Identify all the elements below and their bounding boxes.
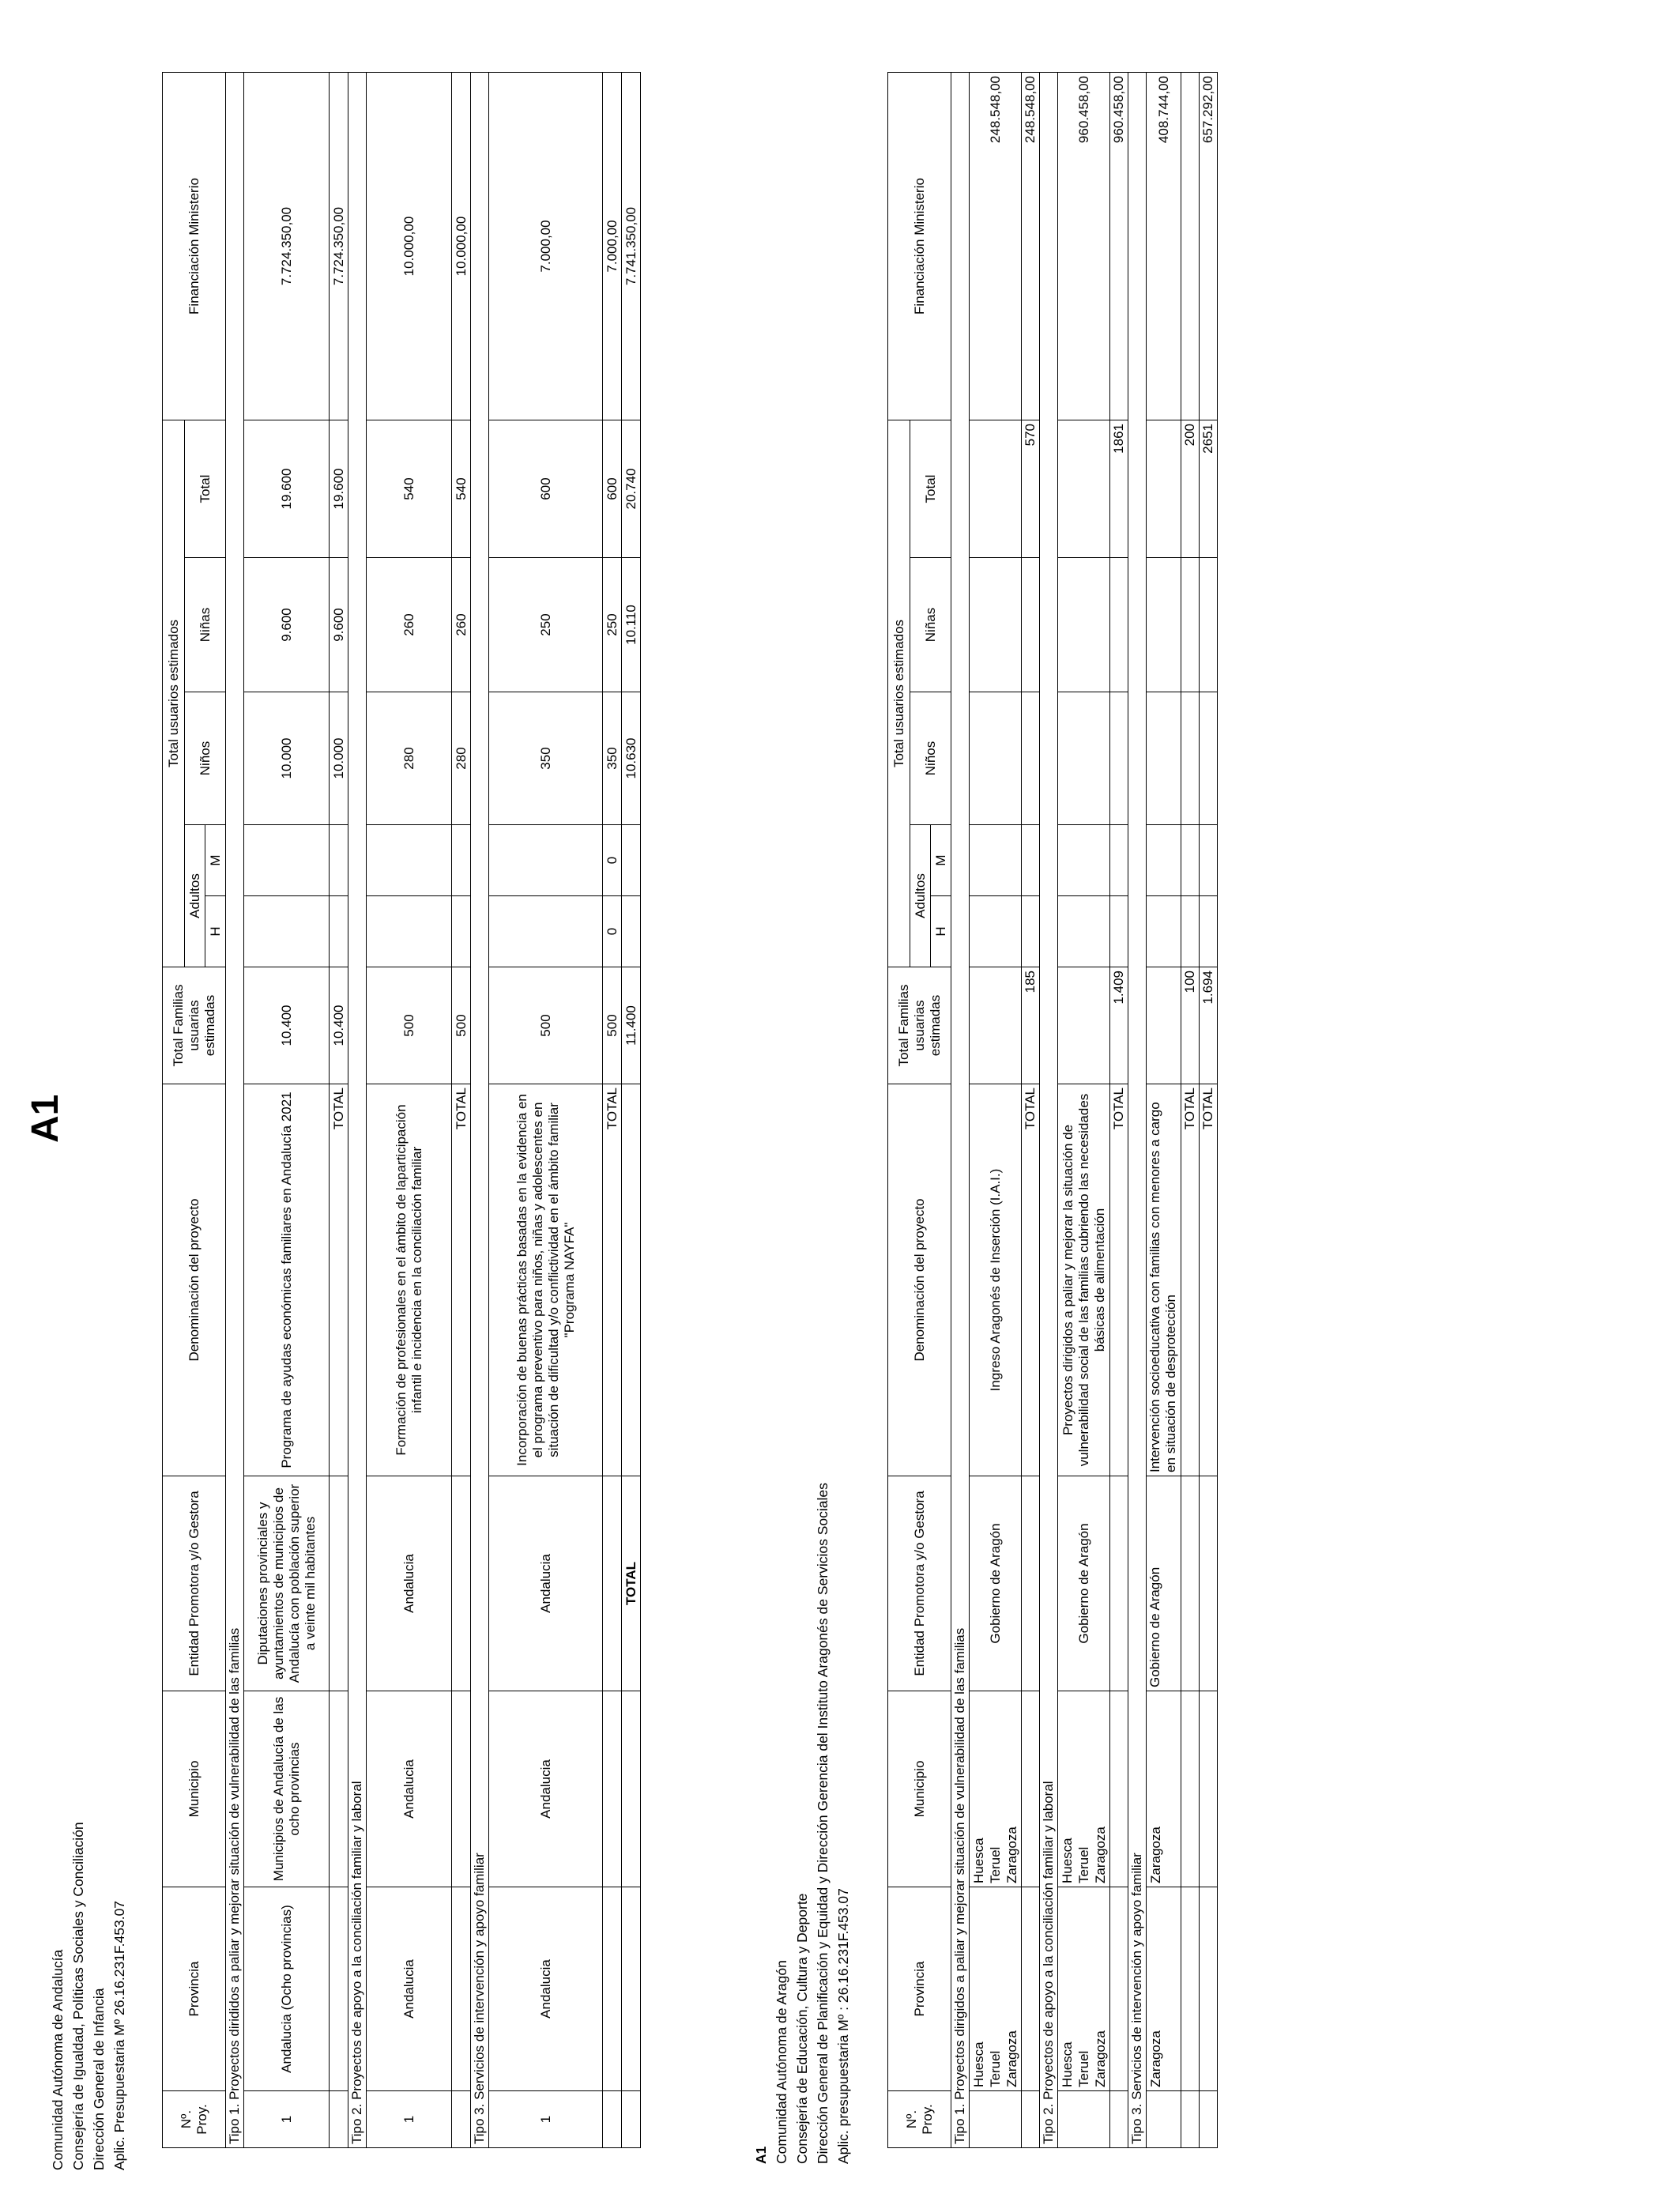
andalucia-header: [47, 1822, 130, 2170]
total-label: TOTAL: [330, 1084, 348, 1476]
cell-denominacion: Programa de ayudas económicas familiares en Andalucía 2021: [244, 1084, 330, 1476]
cell-h: [367, 896, 452, 967]
table-row: [1058, 73, 1110, 2148]
total-row: [1110, 73, 1128, 2148]
provincia-item: Huesca: [971, 2041, 986, 2087]
col-provincia: Provincia: [888, 1887, 951, 2091]
provincia-item: Zaragoza: [1004, 2030, 1019, 2087]
cell-financiacion: 408.744,00: [1147, 73, 1181, 420]
cell-provincia: Andalucia: [367, 1887, 452, 2091]
total-total: 600: [603, 420, 622, 558]
cell-m: [244, 825, 330, 896]
total-total: 19.600: [330, 420, 348, 558]
total-familias: 1.409: [1110, 967, 1128, 1084]
cell-ninos: 10.000: [244, 692, 330, 825]
andalucia-header-line: Aplic. Presupuestaria Mº 26.16.231F.453.07: [111, 1900, 127, 2170]
table-row: [244, 73, 330, 2148]
grand-total-row: [1200, 73, 1218, 2148]
col-ninos: Niños: [185, 692, 226, 825]
aragon-header-code: A1: [753, 2146, 769, 2164]
col-m: M: [205, 825, 226, 896]
grand-total-financiacion: 657.292,00: [1200, 73, 1218, 420]
total-familias: 500: [452, 967, 471, 1084]
total-financiacion: [1181, 73, 1200, 420]
col-adultos: Adultos: [910, 825, 931, 967]
cell-provincia: Andalucia (Ocho provincias): [244, 1887, 330, 2091]
cell-financiacion: 960.458,00: [1058, 73, 1110, 420]
andalucia-header-line: Consejería de Igualdad, Políticas Sociales y Conciliación: [70, 1822, 86, 2170]
section-tipo: Tipo 2. Proyectos de apoyo a la conciliación familiar y laboral: [1040, 73, 1058, 2148]
aragon-table: [887, 72, 1218, 2148]
col-adultos: Adultos: [185, 825, 205, 967]
cell-provincia: Andalucia: [489, 1887, 603, 2091]
col-m: M: [931, 825, 951, 896]
col-municipio: Municipio: [888, 1691, 951, 1887]
total-total: 1861: [1110, 420, 1128, 558]
total-financiacion: 960.458,00: [1110, 73, 1128, 420]
col-denominacion: Denominación del proyecto: [163, 1084, 226, 1476]
total-label: TOTAL: [603, 1084, 622, 1476]
total-ninas: 260: [452, 558, 471, 692]
total-familias: 100: [1181, 967, 1200, 1084]
cell-ninas: 250: [489, 558, 603, 692]
cell-familias: 500: [489, 967, 603, 1084]
grand-total-ninas: 10.110: [622, 558, 641, 692]
aragon-header-line: Dirección General de Planificación y Equidad y Dirección Gerencia del Instituto Aragonés de Servicios Sociales: [815, 1483, 831, 2164]
cell-municipio: [970, 1691, 1022, 1887]
col-municipio: Municipio: [163, 1691, 226, 1887]
grand-total-label: TOTAL: [622, 1476, 641, 1691]
total-label: TOTAL: [1022, 1084, 1040, 1476]
provincia-item: Teruel: [1076, 2050, 1091, 2087]
cell-denominacion: Ingreso Aragonés de Inserción (I.A.I.): [970, 1084, 1022, 1476]
cell-num: 1: [367, 2091, 452, 2148]
col-ninas: Niñas: [910, 558, 951, 692]
grand-total-row: [622, 73, 641, 2148]
cell-entidad: Andalucia: [489, 1476, 603, 1691]
total-row: [1022, 73, 1040, 2148]
table-row: [970, 73, 1022, 2148]
total-financiacion: 10.000,00: [452, 73, 471, 420]
aragon-header: [751, 1483, 853, 2164]
municipio-item: Huesca: [1060, 1838, 1075, 1883]
cell-total: 600: [489, 420, 603, 558]
municipio-item: Zaragoza: [1093, 1826, 1108, 1883]
section-tipo: Tipo 3. Servicios de intervención y apoyo familiar: [471, 73, 489, 2148]
municipio-item: Zaragoza: [1004, 1826, 1019, 1883]
cell-denominacion: Formación de profesionales en el ámbito de laparticipación infantil e incidencia en la conciliación familiar: [367, 1084, 452, 1476]
total-ninos: 280: [452, 692, 471, 825]
provincia-item: Teruel: [988, 2050, 1003, 2087]
total-ninos: 10.000: [330, 692, 348, 825]
total-row: [603, 73, 622, 2148]
total-total: 540: [452, 420, 471, 558]
col-financiacion: Financiación Ministerio: [163, 73, 226, 420]
total-ninas: 250: [603, 558, 622, 692]
col-financiacion: Financiación Ministerio: [888, 73, 951, 420]
total-familias: 185: [1022, 967, 1040, 1084]
section-tipo: Tipo 1. Proyectos dirididos a paliar y mejorar situación de vulnerabilidad de las familias: [226, 73, 244, 2148]
col-ninos: Niños: [910, 692, 951, 825]
table-row: [489, 73, 603, 2148]
andalucia-header-line: Dirección General de Infancia: [91, 1988, 107, 2170]
cell-familias: 500: [367, 967, 452, 1084]
total-label: TOTAL: [1181, 1084, 1200, 1476]
provincia-item: Zaragoza: [1093, 2030, 1108, 2087]
cell-num: 1: [244, 2091, 330, 2148]
aragon-header-line: Comunidad Autónoma de Aragón: [774, 1960, 789, 2164]
cell-denominacion: Incorporación de buenas prácticas basadas en la evidencia en el programa preventivo para niños, niñas y adolescentes en situación de dificultad y/o conflictividad en el ámbito familiar "Programa NAYFA": [489, 1084, 603, 1476]
aragon-header-line: Consejería de Educación, Cultura y Deporte: [794, 1893, 810, 2164]
cell-entidad: Gobierno de Aragón: [1058, 1476, 1110, 1691]
col-familias: Total Familias usuarias estimadas: [888, 967, 951, 1084]
col-entidad: Entidad Promotora y/o Gestora: [888, 1476, 951, 1691]
total-h: 0: [603, 896, 622, 967]
col-num: Nº. Proy.: [888, 2091, 951, 2148]
grand-total-label: TOTAL: [1200, 1084, 1218, 1476]
cell-financiacion: 7.724.350,00: [244, 73, 330, 420]
col-ninas: Niñas: [185, 558, 226, 692]
aragon-header-line: Aplic. presupuestaria Mº : 26.16.231F.453.07: [835, 1888, 851, 2164]
total-financiacion: 7.000,00: [603, 73, 622, 420]
grand-total-financiacion: 7.741.350,00: [622, 73, 641, 420]
table-row: [1147, 73, 1181, 2148]
cell-financiacion: 10.000,00: [367, 73, 452, 420]
cell-ninas: 9.600: [244, 558, 330, 692]
cell-municipio: Municipios de Andalucía de las ocho provincias: [244, 1691, 330, 1887]
cell-financiacion: 7.000,00: [489, 73, 603, 420]
page-title: A1: [24, 1094, 66, 1143]
cell-provincia: [970, 1887, 1022, 2091]
total-row: [452, 73, 471, 2148]
municipio-item: Huesca: [971, 1838, 986, 1883]
municipio-item: Zaragoza: [1148, 1826, 1163, 1883]
cell-total: 540: [367, 420, 452, 558]
col-denominacion: Denominación del proyecto: [888, 1084, 951, 1476]
grand-total-total: 2651: [1200, 420, 1218, 558]
total-familias: 500: [603, 967, 622, 1084]
municipio-item: Teruel: [988, 1846, 1003, 1883]
total-financiacion: 7.724.350,00: [330, 73, 348, 420]
cell-m: [367, 825, 452, 896]
cell-ninos: 350: [489, 692, 603, 825]
grand-total-familias: 11.400: [622, 967, 641, 1084]
cell-provincia: [1058, 1887, 1110, 2091]
cell-municipio: [1058, 1691, 1110, 1887]
total-row: [330, 73, 348, 2148]
cell-num: 1: [489, 2091, 603, 2148]
col-h: H: [205, 896, 226, 967]
section-tipo: Tipo 2. Proyectos de apoyo a la conciliación familiar y laboral: [348, 73, 367, 2148]
cell-familias: 10.400: [244, 967, 330, 1084]
col-usuarios: Total usuarios estimados: [163, 420, 185, 967]
cell-denominacion: Intervención socioeducativa con familias con menores a cargo en situación de desprotección: [1147, 1084, 1181, 1476]
cell-ninos: 280: [367, 692, 452, 825]
cell-entidad: Gobierno de Aragón: [1147, 1476, 1181, 1691]
col-usuarios: Total usuarios estimados: [888, 420, 910, 967]
col-h: H: [931, 896, 951, 967]
total-familias: 10.400: [330, 967, 348, 1084]
municipio-item: Teruel: [1076, 1846, 1091, 1883]
col-total: Total: [185, 420, 226, 558]
total-label: TOTAL: [1110, 1084, 1128, 1476]
cell-entidad: Gobierno de Aragón: [970, 1476, 1022, 1691]
cell-municipio: Andalucia: [489, 1691, 603, 1887]
total-ninos: 350: [603, 692, 622, 825]
col-total: Total: [910, 420, 951, 558]
andalucia-table: [162, 72, 641, 2148]
cell-ninas: 260: [367, 558, 452, 692]
cell-denominacion: Proyectos dirigidos a paliar y mejorar la situación de vulnerabilidad social de las familias cubriendo las necesidades básicas de alimentación: [1058, 1084, 1110, 1476]
total-total: 570: [1022, 420, 1040, 558]
cell-municipio: Andalucia: [367, 1691, 452, 1887]
section-tipo: Tipo 3. Servicios de intervención y apoyo familiar: [1128, 73, 1147, 2148]
cell-entidad: Diputaciones provinciales y ayuntamientos de municipios de Andalucía con población superior a veinte mil habitantes: [244, 1476, 330, 1691]
cell-h: [244, 896, 330, 967]
table-row: [367, 73, 452, 2148]
total-ninas: 9.600: [330, 558, 348, 692]
grand-total-total: 20.740: [622, 420, 641, 558]
grand-total-ninos: 10.630: [622, 692, 641, 825]
provincia-item: Zaragoza: [1148, 2030, 1163, 2087]
cell-m: [489, 825, 603, 896]
cell-provincia: [1147, 1887, 1181, 2091]
total-m: 0: [603, 825, 622, 896]
cell-municipio: [1147, 1691, 1181, 1887]
andalucia-header-line: Comunidad Autónoma de Andalucía: [50, 1949, 66, 2170]
total-total: 200: [1181, 420, 1200, 558]
col-num: Nº. Proy.: [163, 2091, 226, 2148]
col-familias: Total Familias usuarias estimadas: [163, 967, 226, 1084]
total-row: [1181, 73, 1200, 2148]
cell-entidad: Andalucia: [367, 1476, 452, 1691]
cell-h: [489, 896, 603, 967]
grand-total-familias: 1.694: [1200, 967, 1218, 1084]
section-tipo: Tipo 1. Proyectos dirigidos a paliar y mejorar situación de vulnerabilidad de las familias: [951, 73, 970, 2148]
provincia-item: Huesca: [1060, 2041, 1075, 2087]
col-provincia: Provincia: [163, 1887, 226, 2091]
col-entidad: Entidad Promotora y/o Gestora: [163, 1476, 226, 1691]
cell-financiacion: 248.548,00: [970, 73, 1022, 420]
total-label: TOTAL: [452, 1084, 471, 1476]
total-financiacion: 248.548,00: [1022, 73, 1040, 420]
cell-total: 19.600: [244, 420, 330, 558]
